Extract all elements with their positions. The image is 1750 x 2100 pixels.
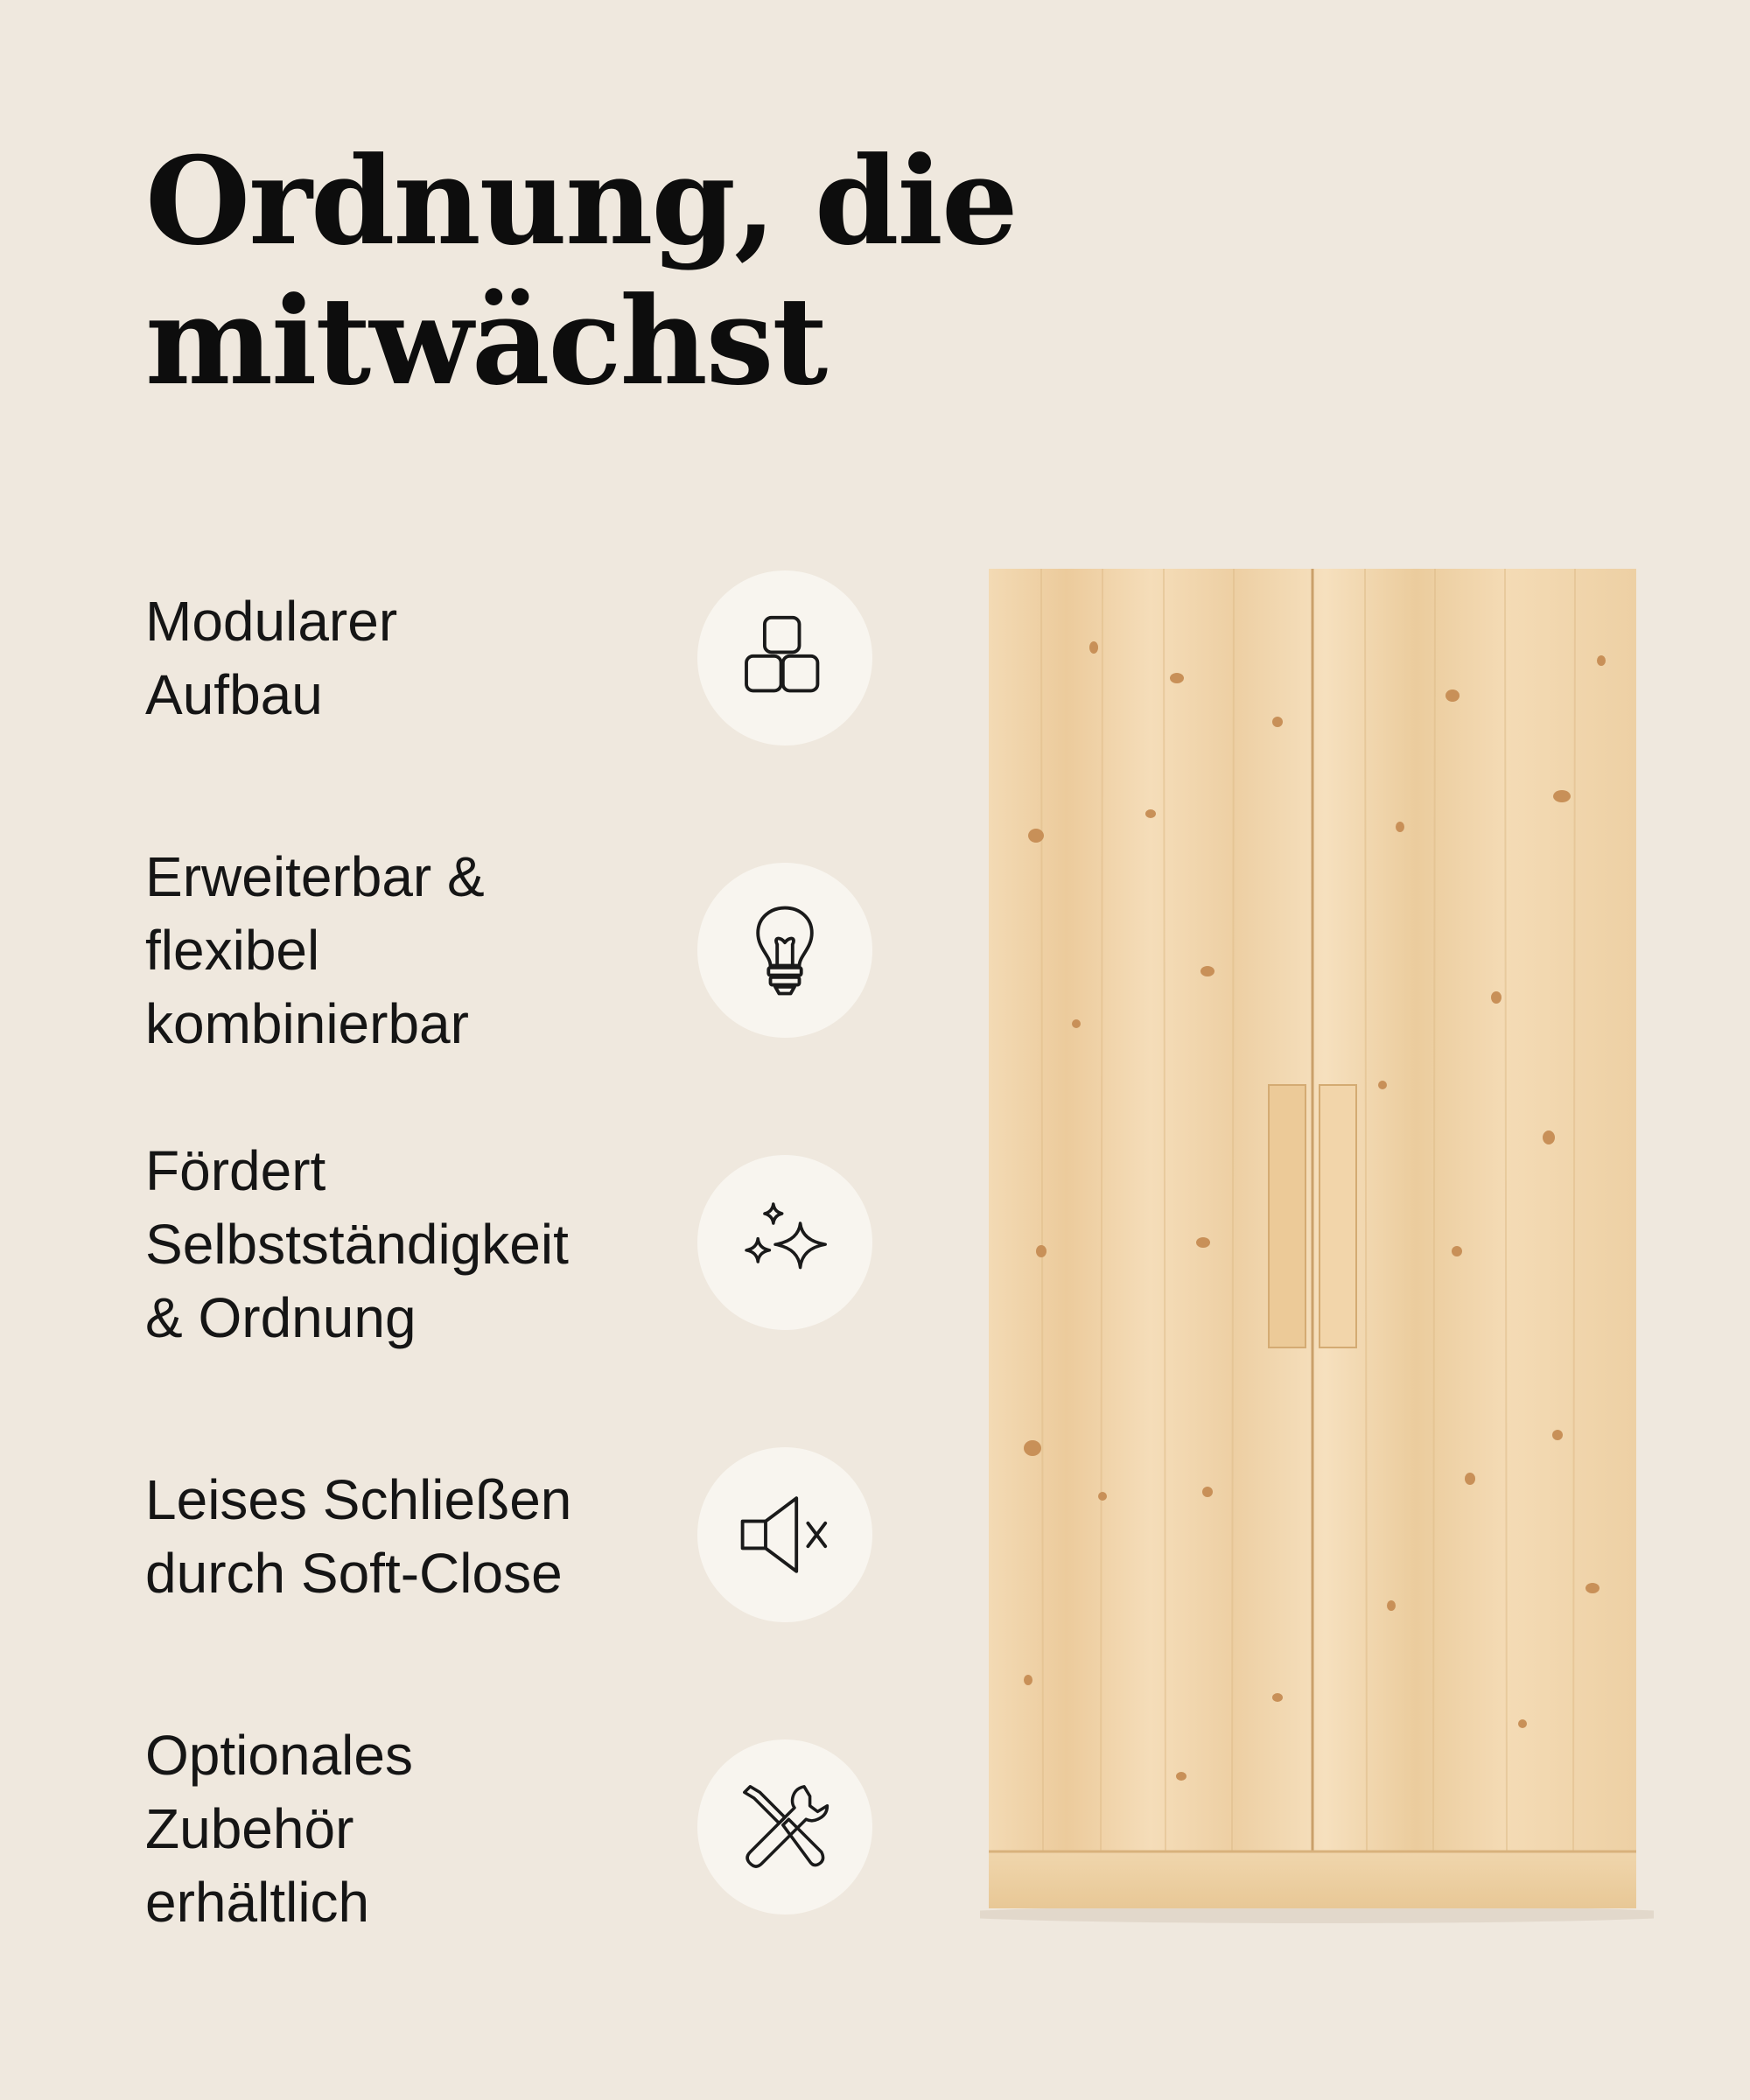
title-line-1: Ordnung, die [145,130,1017,272]
feature-label-line: Modularer [145,590,398,653]
feature-label-line: Aufbau [145,663,323,726]
feature-label-line: kombinierbar [145,992,469,1055]
feature-label-line: Leises Schließen [145,1468,572,1531]
sparkles-icon [697,1155,872,1330]
feature-accessories [145,1718,670,1939]
feature-expandable [145,840,670,1060]
feature-label-line: Optionales [145,1724,413,1787]
feature-label-line: Zubehör [145,1797,354,1860]
blocks-icon [697,570,872,746]
feature-label-line: flexibel [145,919,320,982]
tools-icon [697,1740,872,1914]
speaker-mute-icon [697,1447,872,1622]
feature-label-line: erhältlich [145,1871,370,1934]
page-title [145,131,1020,411]
feature-independence [145,1134,670,1354]
feature-soft-close [145,1463,670,1610]
feature-label-line: & Ordnung [145,1286,416,1349]
wooden-wardrobe-image [980,560,1654,1925]
lightbulb-icon [697,863,872,1038]
feature-label-line: Erweiterbar & [145,845,485,908]
feature-label-line: durch Soft-Close [145,1542,563,1605]
feature-label-line: Selbstständigkeit [145,1213,569,1276]
feature-modular [145,584,670,732]
title-line-2: mitwächst [145,270,827,412]
feature-label-line: Fördert [145,1139,326,1202]
